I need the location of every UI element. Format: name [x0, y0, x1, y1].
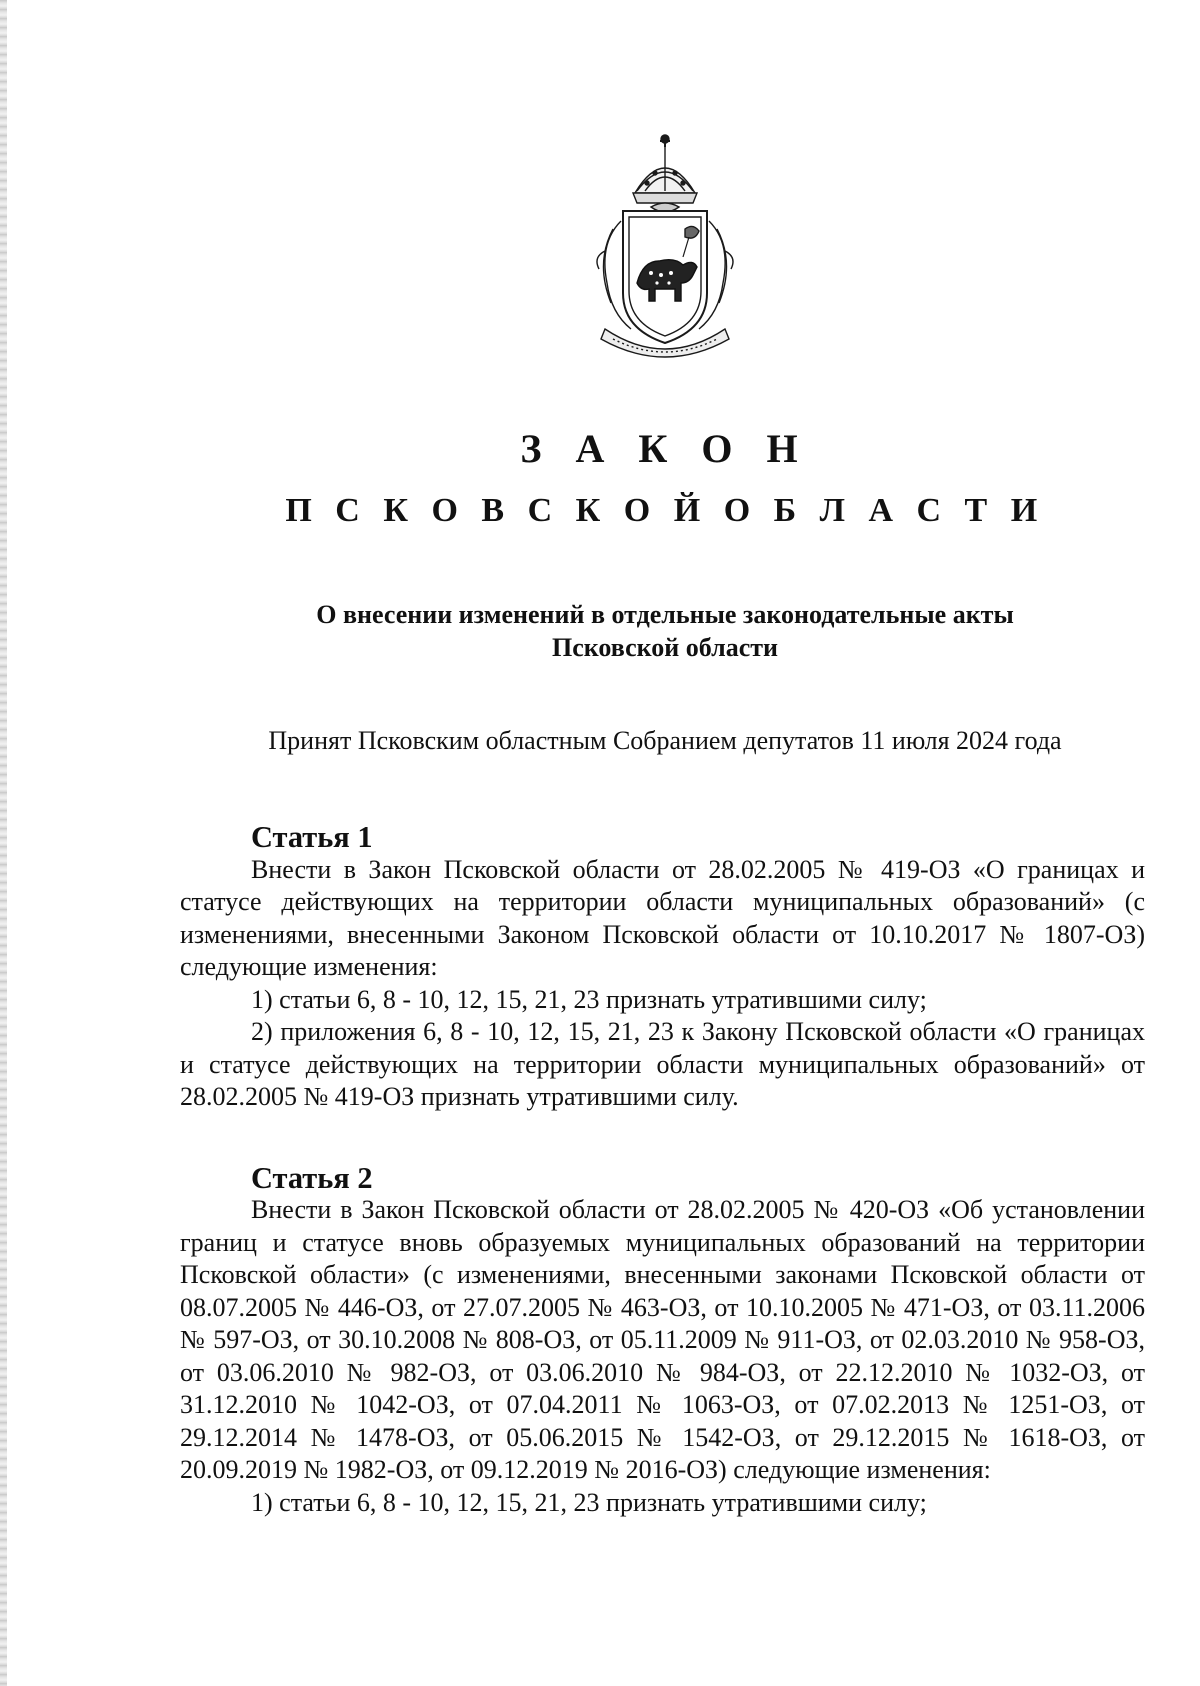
section-gap — [180, 1114, 1145, 1162]
article-paragraph: 2) приложения 6, 8 - 10, 12, 15, 21, 23 к Закону Псковской области «О границах и статусе действующих на территории области муниципальных образований» от 28.02.2005 № 419-ОЗ признать утратившими силу. — [180, 1017, 1145, 1111]
scan-edge-artifact — [0, 0, 7, 1686]
article-1 — [180, 821, 1145, 1114]
law-name-line-1: О внесении изменений в отдельные законодательные акты — [316, 600, 1014, 629]
article-paragraph: Внести в Закон Псковской области от 28.02.2005 № 420-ОЗ «Об установлении границ и статусе вновь образуемых муниципальных образований на территории Псковской области» (с изменениями, внесенными законами Псковской области от 08.07.2005 № 446-ОЗ, от 27.07.2005 № 463-ОЗ, от 10.10.2005 № 471-ОЗ, от 03.11.2006 № 597-ОЗ, от 30.10.2008 № 808-ОЗ, от 05.11.2009 № 911-ОЗ, от 02.03.2010 № 958-ОЗ, от 03.06.2010 № 982-ОЗ, от 03.06.2010 № 984-ОЗ, от 22.12.2010 № 1032-ОЗ, от 31.12.2010 № 1042-ОЗ, от 07.04.2011 № 1063-ОЗ, от 07.02.2013 № 1251-ОЗ, от 29.12.2014 № 1478-ОЗ, от 05.06.2015 № 1542-ОЗ, от 29.12.2015 № 1618-ОЗ, от 20.09.2019 № 1982-ОЗ, от 09.12.2019 № 2016-ОЗ) следующие изменения: — [180, 1195, 1145, 1484]
article-2 — [180, 1162, 1145, 1520]
document-subtitle: П С К О В С К О Й О Б Л А С Т И — [285, 492, 1045, 529]
article-paragraph: Внести в Закон Псковской области от 28.02.2005 № 419-ОЗ «О границах и статусе действующих на территории области муниципальных образований» (с изменениями, внесенными Законом Псковской области от 10.10.2017 № 1807-ОЗ) следующие изменения: — [180, 854, 1145, 981]
adoption-statement: Принят Псковским областным Собранием депутатов 11 июля 2024 года — [268, 726, 1062, 755]
document-body — [180, 821, 1145, 1519]
article-paragraph: 1) статьи 6, 8 - 10, 12, 15, 21, 23 признать утратившими силу; — [251, 984, 927, 1014]
law-name-line-2: Псковской области — [551, 633, 778, 662]
article-paragraph: 1) статьи 6, 8 - 10, 12, 15, 21, 23 признать утратившими силу; — [251, 1487, 927, 1517]
crown-icon — [633, 135, 697, 203]
document-title: З А К О Н — [520, 426, 810, 471]
article-title: Статья 2 — [251, 1160, 373, 1195]
law-name — [0, 598, 1200, 664]
coat-of-arms-emblem-icon — [585, 133, 745, 368]
article-title: Статья 1 — [251, 820, 373, 854]
